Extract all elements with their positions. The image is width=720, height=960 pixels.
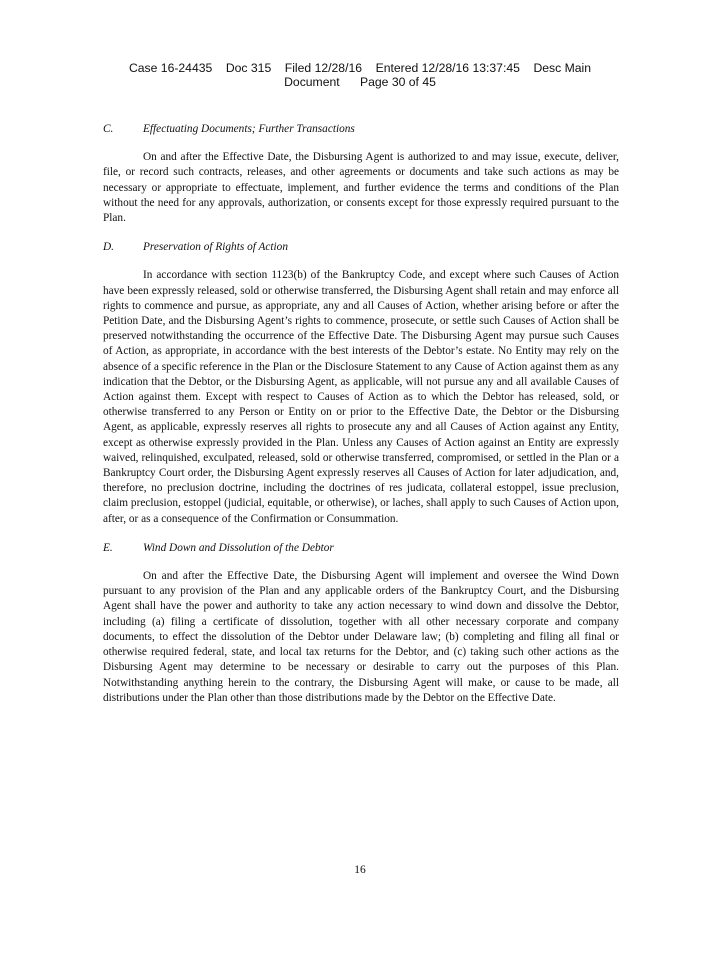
case-header-line1: Case 16-24435 Doc 315 Filed 12/28/16 Entered 12/28/16 13:37:45 Desc Main bbox=[128, 61, 592, 75]
section-heading bbox=[103, 122, 619, 137]
section-paragraph: On and after the Effective Date, the Disbursing Agent will implement and oversee the Wind Down pursuant to any provision of the Plan and any applicable orders of the Bankruptcy Court, and the Disbursing Agent shall have the power and authority to take any action necessary to wind down and dissolve the Debtor, including (a) filing a certificate of dissolution, together with all other necessary corporate and company documents, to effect the dissolution of the Debtor under Delaware law; (b) completing and filing all final or otherwise required federal, state, and local tax returns for the Debtor, and (c) taking such other actions as the Disbursing Agent may determine to be necessary or desirable to carry out the purposes of this Plan. Notwithstanding anything herein to the contrary, the Disbursing Agent will make, or cause to be made, all distributions under the Plan other than those distributions made by the Debtor on the Effective Date. bbox=[103, 570, 619, 704]
section-heading bbox=[103, 240, 619, 255]
section-heading bbox=[103, 541, 619, 556]
page-number: 16 bbox=[354, 864, 366, 876]
section-letter: D. bbox=[103, 241, 114, 254]
section-c bbox=[103, 122, 619, 226]
case-header bbox=[0, 61, 720, 89]
section-paragraph: On and after the Effective Date, the Disbursing Agent is authorized to and may issue, execute, deliver, file, or record such contracts, releases, and other agreements or documents and take such actions as may be necessary or appropriate to effectuate, implement, and further evidence the terms and conditions of the Plan without the need for any approvals, authorization, or consents except for those expressly required pursuant to the Plan. bbox=[103, 151, 619, 225]
section-e bbox=[103, 541, 619, 706]
section-title: Preservation of Rights of Action bbox=[143, 241, 288, 254]
section-title: Wind Down and Dissolution of the Debtor bbox=[143, 541, 334, 554]
case-header-line2: Document Page 30 of 45 bbox=[284, 75, 436, 89]
section-paragraph: In accordance with section 1123(b) of the Bankruptcy Code, and except where such Causes of Action have been expressly released, sold or otherwise transferred, the Disbursing Agent shall retain and may enforce all rights to commence and pursue, as appropriate, any and all Causes of Action, whether arising before or after the Petition Date, and the Disbursing Agent’s rights to commence, prosecute, or settle such Causes of Action shall be preserved notwithstanding the occurrence of the Effective Date. The Disbursing Agent may pursue such Causes of Action, as appropriate, in accordance with the best interests of the Debtor’s estate. No Entity may rely on the absence of a specific reference in the Plan or the Disclosure Statement to any Cause of Action against them as any indication that the Debtor, or the Disbursing Agent, as applicable, will not pursue any and all available Causes of Action against them. Except with respect to Causes of Action as to which the Debtor has released, sold, or otherwise transferred to any Person or Entity on or prior to the Effective Date, the Debtor or the Disbursing Agent, as applicable, expressly reserves all rights to prosecute any and all Causes of Action against any Entity, except as otherwise expressly provided in the Plan. Unless any Causes of Action against an Entity are expressly waived, relinquished, exculpated, released, sold or otherwise transferred, compromised, or settled in the Plan or a Bankruptcy Court order, the Disbursing Agent expressly reserves all Causes of Action for later adjudication, and, therefore, no preclusion doctrine, including the doctrines of res judicata, collateral estoppel, issue preclusion, claim preclusion, estoppel (judicial, equitable, or otherwise), or laches, shall apply to such Causes of Action upon, after, or as a consequence of the Confirmation or Consummation. bbox=[103, 269, 619, 525]
document-body bbox=[103, 122, 619, 720]
section-letter: C. bbox=[103, 123, 114, 135]
section-title: Effectuating Documents; Further Transactions bbox=[143, 123, 355, 135]
section-letter: E. bbox=[103, 541, 113, 554]
section-d bbox=[103, 240, 619, 527]
